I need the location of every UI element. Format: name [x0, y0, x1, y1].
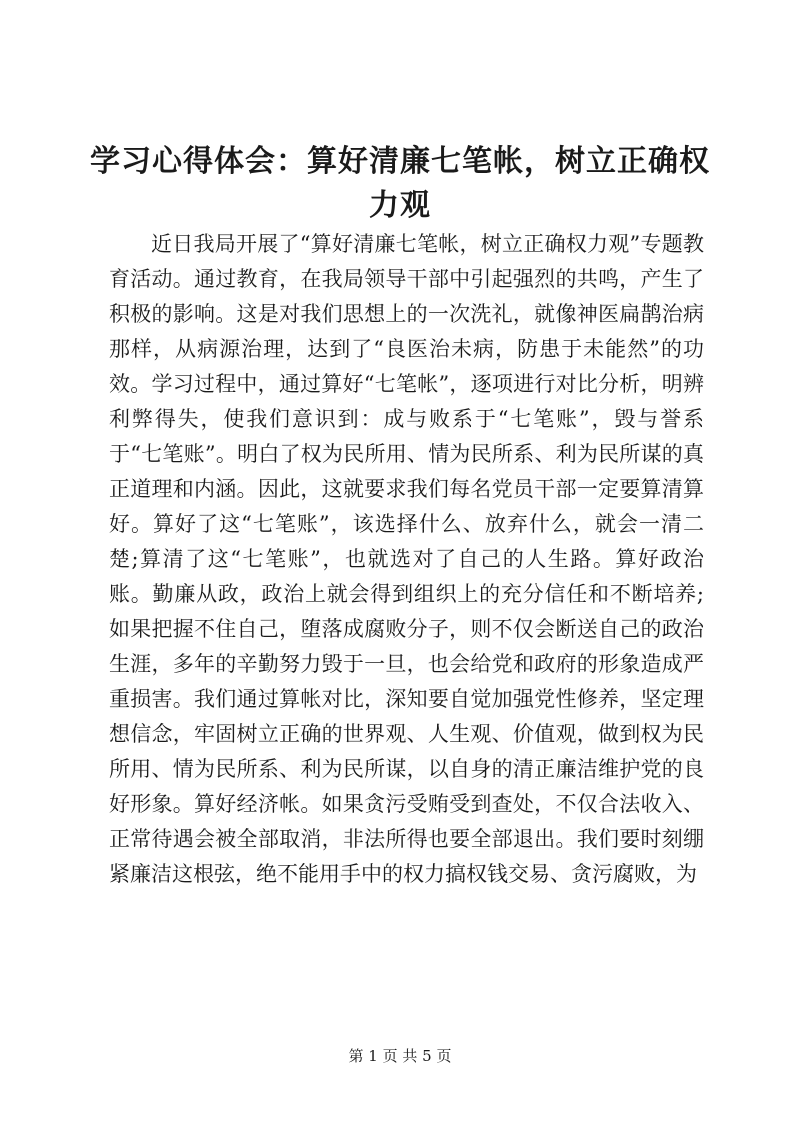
document-title: 学习心得体会：算好清廉七笔帐，树立正确权力观: [90, 144, 710, 223]
page-number-footer: 第 1 页 共 5 页: [348, 1047, 452, 1065]
document-body-paragraph: 近日我局开展了“算好清廉七笔帐，树立正确权力观”专题教育活动。通过教育，在我局领导干部中引起强烈的共鸣，产生了积极的影响。这是对我们思想上的一次洗礼，就像神医扁鹊治病那样，从病源治理，达到了“良医治未病，防患于未能然”的功效。学习过程中，通过算好“七笔帐”，逐项进行对比分析，明辨利弊得失，使我们意识到：成与败系于“七笔账”，毁与誉系于“七笔账”。明白了权为民所用、情为民所系、利为民所谋的真正道理和内涵。因此，这就要求我们每名党员干部一定要算清算好。算好了这“七笔账”，该选择什么、放弃什么，就会一清二楚;算清了这“七笔账”，也就选对了自己的人生路。算好政治账。勤廉从政，政治上就会得到组织上的充分信任和不断培养;如果把握不住自己，堕落成腐败分子，则不仅会断送自己的政治生涯，多年的辛勤努力毁于一旦，也会给党和政府的形象造成严重损害。我们通过算帐对比，深知要自觉加强党性修养，坚定理想信念，牢固树立正确的世界观、人生观、价值观，做到权为民所用、情为民所系、利为民所谋，以自身的清正廉洁维护党的良好形象。算好经济帐。如果贪污受贿受到查处，不仅合法收入、正常待遇会被全部取消，非法所得也要全部退出。我们要时刻绷紧廉洁这根弦，绝不能用手中的权力搞权钱交易、贪污腐败，为: [109, 232, 704, 886]
